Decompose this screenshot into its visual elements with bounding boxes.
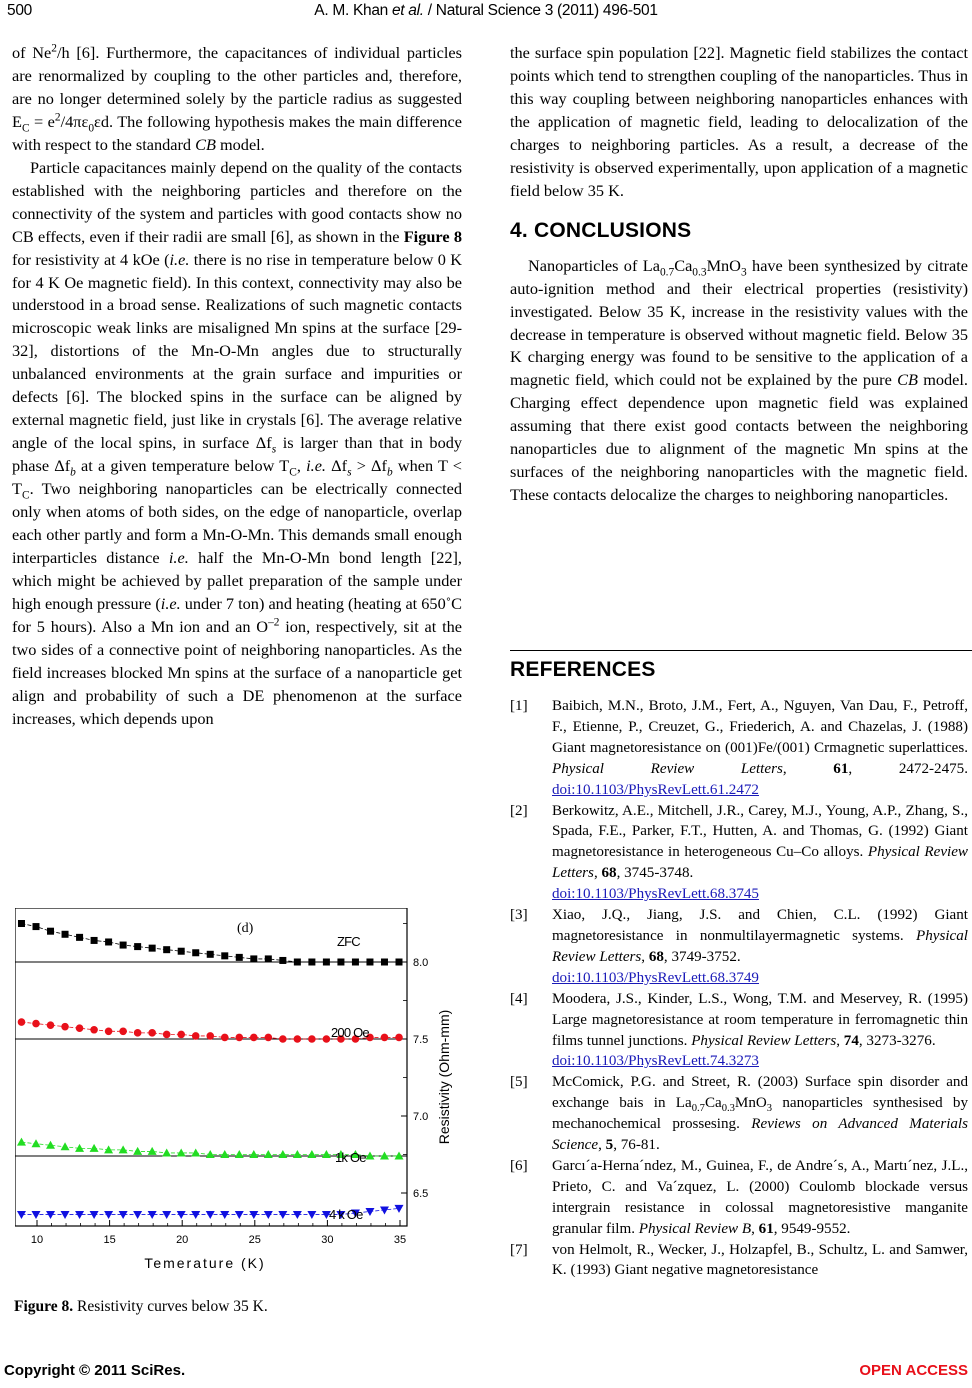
reference-item: [7] von Helmolt, R., Wecker, J., Holzapfel, B., Schultz, L. and Samwer, K. (1993) Giant negative magnetoresistance — [510, 1241, 968, 1279]
series-label: ZFC — [337, 934, 360, 949]
reference-item: [4] Moodera, J.S., Kinder, L.S., Wong, T.M. and Meservey, R. (1995) Large magnetoresistance at room temperature in ferromagnetic thin films tunnel junctions. Physical Review Letters, 74, 3273-3276. doi:10.1103/PhysRevLett.74.3273 — [510, 990, 968, 1070]
y-tick-label: 6.5 — [413, 1188, 429, 1200]
paragraph-surface-spin: the surface spin population [22]. Magnetic field stabilizes the contact points which tend to strengthen coupling of the nanoparticles. Thus in this way coupling between neighboring nanoparticles enhances with the application of magnetic field, leading to delocalization of the charges to neighboring particles. As a result, a decrease of the resistivity is observed experimentally, upon application of a magnetic field below 35 K. — [510, 43, 968, 200]
x-axis-label: Temerature (K) — [144, 1255, 266, 1271]
paragraph-capacitance: of Ne$^2$/h [6]. Furthermore, the capacitances of individual particles are renormalized by coupling to the other particles and, therefore, are no longer determined solely by the particle radius as suggested $E_C = e^2/4\pi\varepsilon_0\varepsilon d$. The following hypothesis makes the main difference with respect to the standard CB model. — [12, 42, 462, 154]
running-title-etal: et al. — [391, 2, 424, 19]
section-divider — [510, 650, 972, 651]
references-heading: REFERENCES — [510, 658, 656, 681]
running-title-authors: A. M. Khan — [314, 2, 392, 19]
x-tick-label: 30 — [321, 1234, 334, 1246]
right-column — [510, 42, 968, 507]
x-tick-label: 15 — [103, 1234, 116, 1246]
left-column — [12, 42, 462, 731]
panel-label: (d) — [237, 921, 254, 936]
reference-item: [2] Berkowitz, A.E., Mitchell, J.R., Carey, M.J., Young, A.P., Zhang, S., Spada, F.E., Parker, F.T., Hutten, A. and Thomas, G. (1992) Giant magnetoresistance in heterogeneous Cu–Co alloys. Physical Review Letters, 68, 3745-3748. doi:10.1103/PhysRevLett.68.3745 — [510, 802, 968, 903]
paragraph-conclusions: Nanoparticles of $La_{0.7}Ca_{0.3}MnO_3$ have been synthesized by citrate auto-ignition method and their electrical properties (resistivity) investigated. Below 35 K, increase in the resistivity values with the decrease in temperature is observed without magnetic field. Below 35 K charging energy was found to be sensitive to the application of a magnetic field, which could not be explained by the pure CB model. Charging effect dependence upon magnetic field was explained assuming that there exist good contacts between the neighboring nanoparticles due to alignment of the magnetic Mn spins at the surfaces of the neighboring nanoparticles with the magnetic field. These contacts delocalize the charges to neighboring nanoparticles. — [510, 255, 968, 505]
paragraph-particle-capacitances: Particle capacitances mainly depend on the quality of the contacts established with the neighboring particles and therefore on the connectivity of the system and particles with good contacts show no CB effects, even if their radii are small [6], as shown in the Figure 8 for resistivity at 4 kOe (i.e. there is no rise in temperature below 0 K for 4 K Oe magnetic field). In this context, connectivity may also be understood in a broad sense. Realizations of such magnetic contacts microscopic weak links are misaligned Mn spins at the surface [29-32], distortions of the Mn-O-Mn angles due to structurally unbalanced environments at the grain surface and impurities or defects [6]. The blocked spins in the surface can be aligned by external magnetic field, just like in crystals [6]. The average relative angle of the local spins, in surface $\Delta f_s$ is larger than that in body phase $\Delta f_b$ at a given temperature below $T_C$, i.e. $\Delta f_s > \Delta f_b$ when $T < T_C$. Two neighboring nanoparticles can be electrically connected only when atoms of both sides, on the edge of nanoparticle, overlap each other partly and form a Mn-O-Mn. This demands small enough interparticles distance i.e. half the Mn-O-Mn bond length [22], which might be achieved by pallet preparation of the sample under high enough pressure (i.e. under 7 ton) and heating (heating at 650˚C for 5 hours). Also a Mn ion and an $O^{-2}$ ion, respectively, sit at the two sides of a connective point of neighboring nanoparticles. As the field increases blocked Mn spins at the surface of a nanoparticle get align and probability of such a DE phenomenon at the surface increases, which depends upon — [12, 157, 462, 728]
figure-caption: Figure 8. Resistivity curves below 35 K. — [14, 1298, 268, 1315]
open-access-badge: OPEN ACCESS — [859, 1362, 968, 1379]
resistivity-chart — [15, 908, 485, 1288]
doi-link[interactable]: doi:10.1103/PhysRevLett.61.2472 — [552, 781, 759, 798]
reference-item: [5] McComick, P.G. and Street, R. (2003) Surface spin disorder and exchange bais in $La_{0.7}Ca_{0.3}MnO_3$ nanoparticles synthesised by mechanochemical prossesing. Reviews on Advanced Materials Science, 5, 76-81. — [510, 1074, 968, 1154]
running-title-journal: / Natural Science 3 (2011) 496-501 — [423, 2, 658, 19]
figure-8-chart — [15, 908, 485, 1288]
references-list — [510, 696, 968, 1281]
y-tick-label: 7.5 — [413, 1034, 429, 1046]
series-label: 4 k Oe — [329, 1207, 363, 1222]
x-tick-label: 25 — [248, 1234, 261, 1246]
figure-8-reference[interactable]: Figure 8 — [403, 226, 462, 246]
page-number: 500 — [7, 2, 32, 19]
doi-link[interactable]: doi:10.1103/PhysRevLett.68.3745 — [552, 886, 759, 903]
series-label: 1k Oe — [335, 1150, 366, 1165]
y-tick-label: 7.0 — [413, 1111, 429, 1123]
page-header — [0, 0, 972, 24]
copyright-notice: Copyright © 2011 SciRes. — [4, 1362, 186, 1379]
y-tick-label: 8.0 — [413, 957, 429, 969]
running-title — [0, 2, 972, 20]
conclusions-heading: 4. CONCLUSIONS — [510, 218, 692, 242]
y-axis-label: Resistivity (Ohm-mm) — [436, 1009, 452, 1145]
x-tick-label: 10 — [30, 1234, 44, 1246]
doi-link[interactable]: doi:10.1103/PhysRevLett.68.3749 — [552, 969, 759, 986]
series-label: 200 Oe — [331, 1025, 369, 1040]
reference-item: [1] Baibich, M.N., Broto, J.M., Fert, A., Nguyen, Van Dau, F., Petroff, F., Etienne, P., Creuzet, G., Friederich, A. and Chazelas, J. (1988) Giant magnetoresistance on (001)Fe/(001) Crmagnetic superlattices. Physical Review Letters, 61, 2472-2475. doi:10.1103/PhysRevLett.61.2472 — [510, 698, 968, 798]
doi-link[interactable]: doi:10.1103/PhysRevLett.74.3273 — [552, 1053, 759, 1070]
reference-item: [6] Garcı´a-Herna´ndez, M., Guinea, F., de Andre´s, A., Martı´nez, J.L., Prieto, C. and Va´zquez, L. (2000) Coulomb blockade versus intergrain resistance in colossal magnetoresistive manganite granular film. Physical Review B, 61, 9549-9552. — [510, 1157, 968, 1237]
x-tick-label: 20 — [176, 1234, 189, 1246]
reference-item: [3] Xiao, J.Q., Jiang, J.S. and Chien, C.L. (1992) Giant magnetoresistance in nonmultilayermagnetic systems. Physical Review Letters, 68, 3749-3752. doi:10.1103/PhysRevLett.68.3749 — [510, 907, 968, 986]
x-tick-label: 35 — [393, 1234, 407, 1246]
